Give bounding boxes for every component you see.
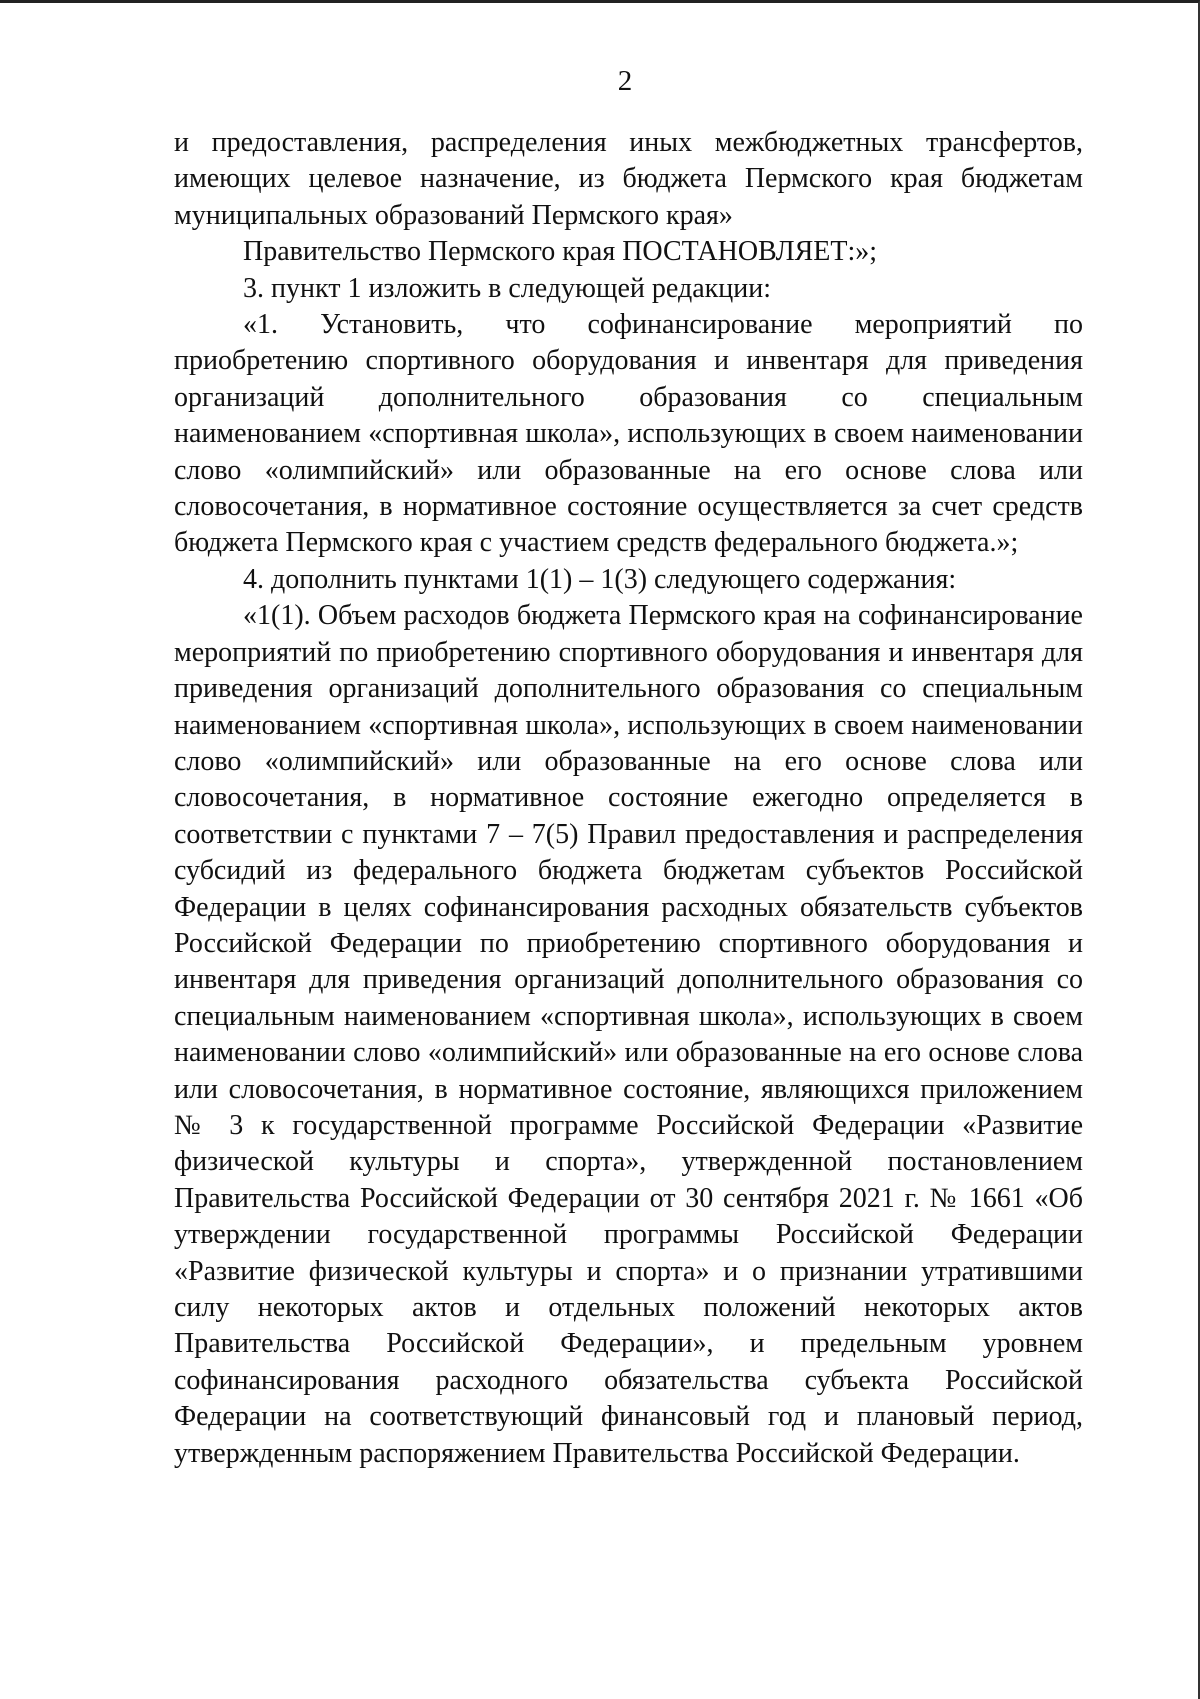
- paragraph-item-4: 4. дополнить пунктами 1(1) – 1(3) следующего содержания:: [243, 563, 957, 595]
- paragraph-item-3: 3. пункт 1 изложить в следующей редакции:: [243, 272, 771, 304]
- paragraph-clause-1-1: «1(1). Объем расходов бюджета Пермского края на софинансирование мероприятий по приобретению спортивного оборудования и инвентаря для приведения организаций дополнительного образования со специальным наименованием «спортивная школа», использующих в своем наименовании слово «олимпийский» или образованные на его основе слова или словосочетания, в нормативное состояние ежегодно определяется в соответствии с пунктами 7 – 7(5) Правил предоставления и распределения субсидий из федерального бюджета бюджетам субъектов Российской Федерации в целях софинансирования расходных обязательств субъектов Российской Федерации по приобретению спортивного оборудования и инвентаря для приведения организаций дополнительного образования со специальным наименованием «спортивная школа», использующих в своем наименовании слово «олимпийский» или образованные на его основе слова или словосочетания, в нормативное состояние, являющихся приложением № 3 к государственной программе Российской Федерации «Развитие физической культуры и спорта», утвержденной постановлением Правительства Российской Федерации от 30 сентября 2021 г. № 1661 «Об утверждении государственной программы Российской Федерации «Развитие физической культуры и спорта» и о признании утратившими силу некоторых актов и отдельных положений некоторых актов Правительства Российской Федерации», и предельным уровнем софинансирования расходного обязательства субъекта Российской Федерации на соответствующий финансовый год и плановый период, утвержденным распоряжением Правительства Российской Федерации.: [174, 600, 1083, 1469]
- page-number: 2: [617, 65, 633, 97]
- paragraph-resolves: Правительство Пермского края ПОСТАНОВЛЯЕТ:»;: [243, 236, 878, 268]
- paragraph-clause-1: «1. Установить, что софинансирование мероприятий по приобретению спортивного оборудования и инвентаря для приведения организаций дополнительного образования со специальным наименованием «спортивная школа», использующих в своем наименовании слово «олимпийский» или образованные на его основе слова или словосочетания, в нормативное состояние осуществляется за счет средств бюджета Пермского края с участием средств федерального бюджета.»;: [174, 309, 1083, 559]
- paragraph-continuation: и предоставления, распределения иных межбюджетных трансфертов, имеющих целевое назначение, из бюджета Пермского края бюджетам муниципальных образований Пермского края»: [174, 127, 1083, 231]
- document-body: [174, 125, 1083, 1472]
